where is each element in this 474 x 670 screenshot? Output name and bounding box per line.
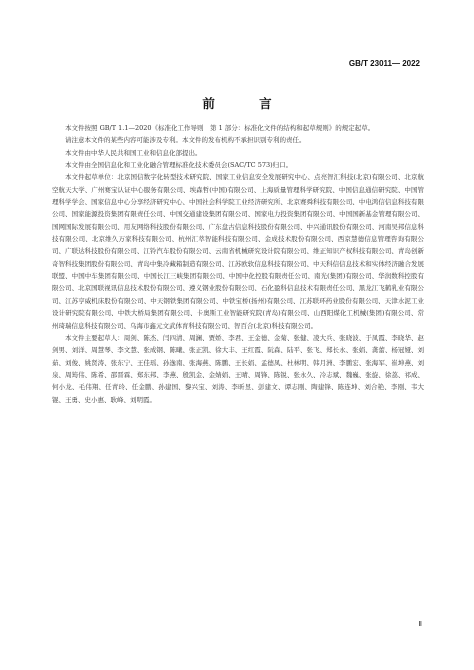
paragraph-main-drafters: 本文件主要起草人：周剑、陈杰、闫四清、周澜、贾娇、李君、王金德、金菊、张健、凌大兵、张晓波、于凤霞、李晓华、赵剑男、刘洋、周慧琴、李文慧、张成钢、陈曦、张正凯、徐大丰、王红霞、阮森、陆平、张飞、郑长永、张娟、龚蕾、杨冠娅、刘茹、刘俊、姚贤涛、张东宁、王佳瑶、孙逸南、张海燕、陈鹏、王长娟、孟德凤、杜林明、韩月洲、李鹏宏、张海军、崔坤燕、刘泉、周筠伟、陈希、邵晋霖、郑东邦、李燕、殷凯金、金婧娟、王晴、周锋、陈锐、张永久、冷志斌、魏巍、张旋、徐荔、祁成、何小龙、毛伟翔、任青玲、任金鹏、孙建国、黎兴宝、刘涛、李昕昱、彭建文、谭志刚、陶建锋、陈连坤、刘合艳、李刚、韦大锟、王勇、史小惠、耿峰、刘明霞。 [52, 333, 424, 404]
page-number: Ⅱ [418, 620, 422, 628]
standard-number: GB/T 23011— 2022 [348, 59, 420, 68]
paragraph-technical-committee: 本文件由全国信息化和工业化融合管理标准化技术委员会(SAC/TC 573)归口。 [65, 161, 293, 170]
paragraph-patent-notice: 请注意本文件的某些内容可能涉及专利。本文件的发布机构不承担识别专利的责任。 [65, 136, 306, 145]
document-body [52, 122, 424, 406]
paragraph-drafting-organizations: 本文件起草单位：北京国信数字化转型技术研究院、国家工业信息安全发展研究中心、点亮智汇科技(北京)有限公司、北京航空航天大学、广州赛宝认证中心服务有限公司、埃森哲(中国)有限公司、上海质量管理科学研究院、中国信息通信研究院、中国管理科学学会、国家信息中心分享经济研究中心、中国社会科学院工业经济研究所、北京赛舜科技有限公司、中电鸿信信息科技有限公司、国家能源投资集团有限责任公司、中国交通建设集团有限公司、国家电力投资集团有限公司、中国国新基金管理有限公司、国网国际发展有限公司、用友网络科技股份有限公司、广东盘古信息科技股份有限公司、中兴通讯股份有限公司、河南吴邦信息科技有限公司、北京维久万家科技有限公司、杭州汇萃智能科技有限公司、金成技术股份有限公司、西京慧德信息管理咨询有限公司、广联达科技股份有限公司、江铃汽车股份有限公司、云南省机械研究设计院有限公司、维正知识产权科技有限公司、青岛创新奇智科技集团股份有限公司、青岛中集冷藏箱制造有限公司、江苏欧软信息科技有限公司、中天科信信息技术和实体经济融合发展联盟、中国中车集团有限公司、中国长江三峡集团有限公司、中国中化控股有限责任公司、南光(集团)有限公司、华润数科控股有限公司、北京国联视讯信息技术股份有限公司、遵义钢业股份有限公司、石化盈科信息技术有限责任公司、黑龙江飞鹤乳业有限公司、江苏亨威机床股份有限公司、中天钢铁集团有限公司、中铁宝桥(扬州)有限公司、江苏联环药业股份有限公司、天津水泥工业设计研究院有限公司、中铁大桥局集团有限公司、卡奥斯工业智能研究院(青岛)有限公司、山西阳煤化工机械(集团)有限公司、常州琦瑞信息科技有限公司、乌海市鑫元文武体育科技有限公司、智百合(北京)科技有限公司。 [52, 173, 424, 330]
page-title: 前 言 [202, 96, 292, 111]
paragraph-drafting-rules: 本文件按照 GB/T 1.1—2020《标准化工作导则 第 1 部分：标准化文件的结构和起草规则》的规定起草。 [65, 124, 375, 132]
paragraph-proposer: 本文件由中华人民共和国工业和信息化部提出。 [65, 148, 202, 157]
